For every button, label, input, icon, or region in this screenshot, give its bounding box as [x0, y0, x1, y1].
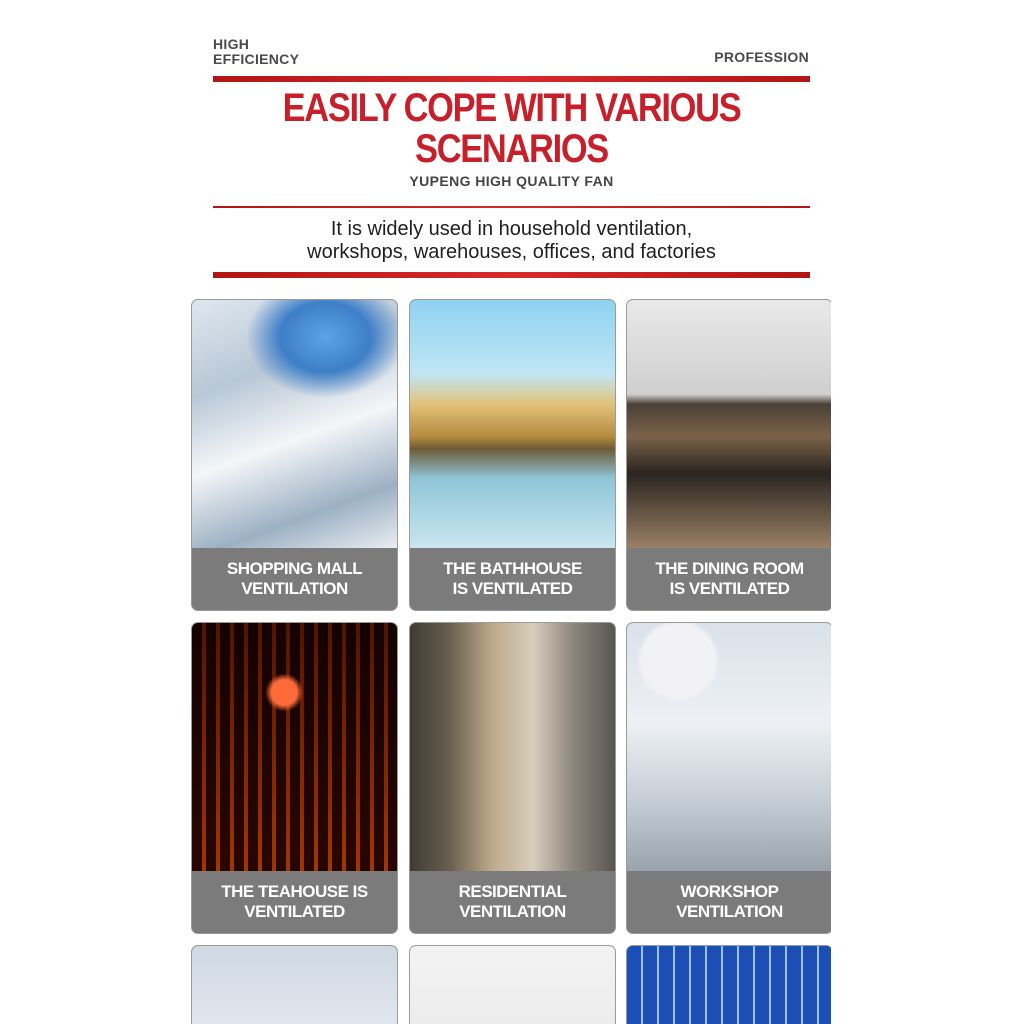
scenario-card-bathroom: [409, 945, 616, 1024]
top-rule: [213, 76, 810, 82]
middle-rule: [213, 206, 810, 208]
scenario-card-residential: [409, 622, 616, 934]
scenario-card-bathhouse: [409, 299, 616, 611]
scenario-caption: [192, 871, 397, 933]
solar-panel-photo: [627, 946, 831, 1024]
bathhouse-photo: [410, 300, 615, 548]
scenario-card-shopping-mall: [191, 299, 398, 611]
scenario-caption: [410, 548, 615, 610]
caption-text: THE DINING ROOM IS VENTILATED: [655, 559, 804, 598]
subheading: YUPENG HIGH QUALITY FAN: [409, 173, 614, 189]
description-line-2: workshops, warehouses, offices, and factories: [307, 241, 716, 263]
teahouse-photo: [192, 623, 397, 871]
corner-label-profession: PROFESSION: [714, 49, 809, 65]
description: [213, 218, 810, 264]
caption-text: THE TEAHOUSE IS VENTILATED: [221, 882, 368, 921]
headline-line-1: EASILY COPE WITH VARIOUS: [282, 86, 741, 130]
caption-text: SHOPPING MALL VENTILATION: [226, 559, 363, 598]
scenario-caption: [192, 548, 397, 610]
laboratory-photo: [192, 946, 397, 1024]
dining-room-photo: [627, 300, 831, 548]
caption-text: WORKSHOP VENTILATION: [676, 882, 783, 921]
caption-text: RESIDENTIAL VENTILATION: [458, 882, 567, 921]
workshop-photo: [627, 623, 831, 871]
headline-line-2: SCENARIOS: [415, 127, 608, 171]
scenario-card-laboratory: [191, 945, 398, 1024]
shopping-mall-photo: [192, 300, 397, 548]
corner-label-high-efficiency: HIGH EFFICIENCY: [213, 36, 300, 67]
scenario-caption: [627, 871, 831, 933]
residential-photo: [410, 623, 615, 871]
scenario-card-teahouse: [191, 622, 398, 934]
description-line-1: It is widely used in household ventilation,: [330, 218, 693, 240]
faucet-photo: [410, 946, 615, 1024]
scenario-grid: [191, 299, 831, 1024]
scenario-caption: [410, 871, 615, 933]
scenario-card-dining-room: [626, 299, 831, 611]
scenario-caption: [627, 548, 831, 610]
caption-text: THE BATHHOUSE IS VENTILATED: [443, 559, 582, 598]
scenario-card-solar: [626, 945, 831, 1024]
bottom-rule: [213, 272, 810, 278]
headline: [255, 88, 768, 170]
scenario-card-workshop: [626, 622, 831, 934]
